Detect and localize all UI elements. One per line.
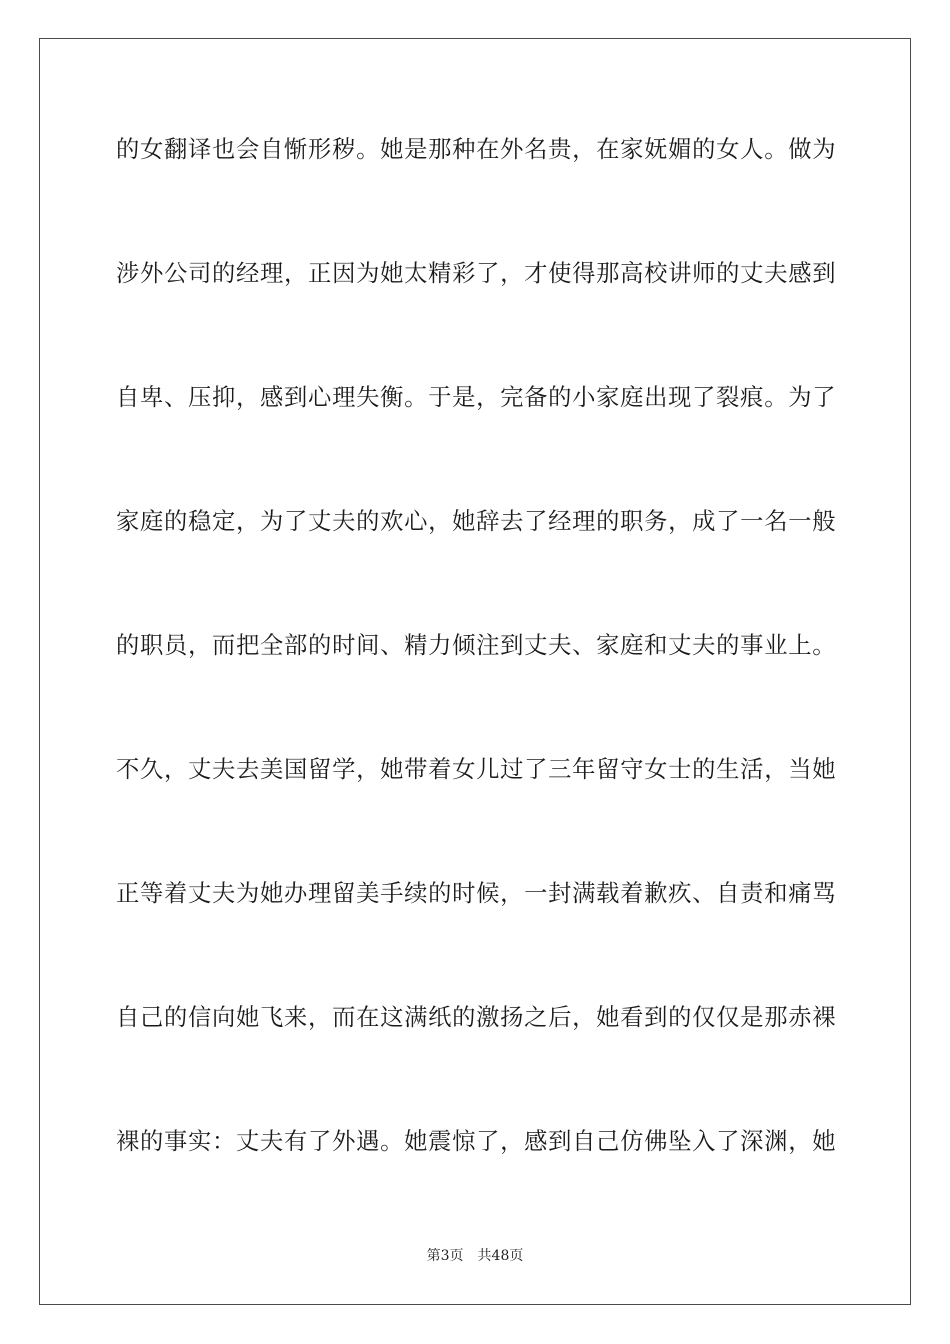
text-line: 涉外公司的经理，正因为她太精彩了，才使得那高校讲师的丈夫感到	[116, 260, 836, 287]
text-line: 家庭的稳定，为了丈夫的欢心，她辞去了经理的职务，成了一名一般	[116, 508, 836, 535]
page-border	[39, 38, 911, 1305]
page-total: 共48页	[477, 1248, 524, 1264]
page-footer	[0, 1246, 950, 1266]
text-line: 自己的信向她飞来，而在这满纸的激扬之后，她看到的仅仅是那赤裸	[116, 1004, 836, 1031]
text-line: 的女翻译也会自惭形秽。她是那种在外名贵，在家妩媚的女人。做为	[116, 136, 836, 163]
text-line: 不久，丈夫去美国留学，她带着女儿过了三年留守女士的生活，当她	[116, 756, 836, 783]
text-line: 裸的事实：丈夫有了外遇。她震惊了，感到自己仿佛坠入了深渊，她	[116, 1128, 836, 1155]
text-line: 的职员，而把全部的时间、精力倾注到丈夫、家庭和丈夫的事业上。	[116, 632, 836, 659]
text-line: 正等着丈夫为她办理留美手续的时候，一封满载着歉疚、自责和痛骂	[116, 880, 836, 907]
text-line: 自卑、压抑，感到心理失衡。于是，完备的小家庭出现了裂痕。为了	[116, 384, 836, 411]
page-number: 第3页	[426, 1248, 464, 1264]
